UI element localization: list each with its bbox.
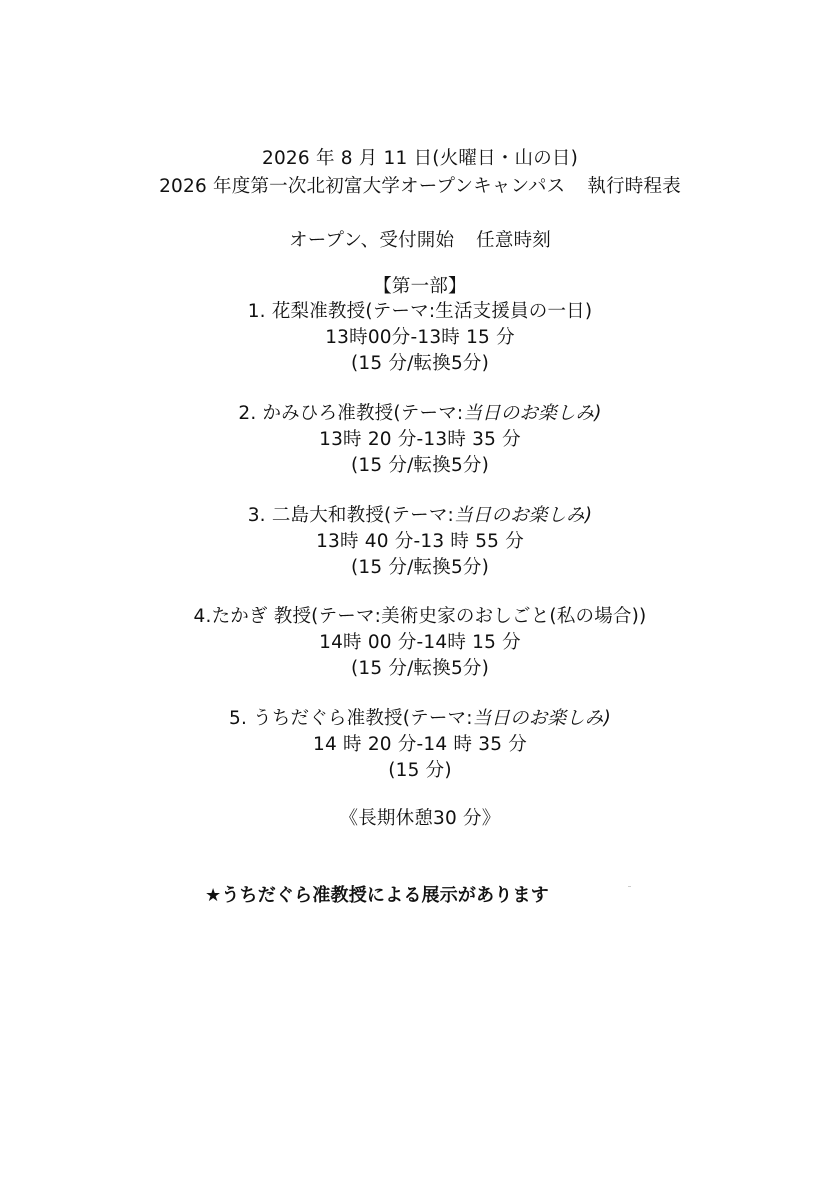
- session-1-heading: 1. 花梨准教授(テーマ:生活支援員の一日): [247, 301, 593, 322]
- session-3-heading: [0, 503, 840, 529]
- session-4-time: 14時 00 分-14時 15 分: [319, 632, 521, 653]
- session-2-time: 13時 20 分-13時 35 分: [319, 429, 521, 450]
- opening-time: 任意時刻: [476, 230, 551, 251]
- session-2-theme: 当日のお楽しみ): [463, 403, 602, 424]
- session-4-duration: (15 分/転換5分): [350, 658, 490, 679]
- exhibition-note: ★うちだぐら准教授による展示があります: [205, 885, 549, 906]
- session-1-duration: (15 分/転換5分): [350, 353, 490, 374]
- long-break: 《長期休憩30 分》: [339, 808, 501, 829]
- session-3-duration: (15 分/転換5分): [350, 557, 490, 578]
- session-2-duration: (15 分/転換5分): [350, 455, 490, 476]
- opening-line: [0, 228, 840, 254]
- session-5-duration: (15 分): [388, 760, 452, 781]
- session-2-heading: [0, 401, 840, 427]
- title-suffix: 執行時程表: [587, 176, 681, 197]
- scan-speck: [628, 886, 631, 887]
- session-4-heading: 4.たかぎ 教授(テーマ:美術史家のおしごと(私の場合)): [193, 606, 647, 627]
- date-line: 2026 年 8 月 11 日(火曜日・山の日): [261, 148, 579, 169]
- session-5-heading: [0, 706, 840, 732]
- document-title: [0, 174, 840, 200]
- part-title: 【第一部】: [373, 276, 467, 297]
- session-3-time: 13時 40 分-13 時 55 分: [316, 531, 524, 552]
- session-5-heading-prefix: 5. うちだぐら准教授(テーマ:: [228, 708, 473, 729]
- session-5-time: 14 時 20 分-14 時 35 分: [313, 734, 527, 755]
- session-2-heading-prefix: 2. かみひろ准教授(テーマ:: [238, 403, 464, 424]
- session-5-theme: 当日のお楽しみ): [472, 708, 611, 729]
- session-3-heading-prefix: 3. 二島大和教授(テーマ:: [247, 505, 454, 526]
- session-3-theme: 当日のお楽しみ): [453, 505, 593, 526]
- title-main: 2026 年度第一次北初富大学オープンキャンパス: [159, 176, 566, 197]
- opening-label: オープン、受付開始: [289, 230, 455, 251]
- session-1-time: 13時00分-13時 15 分: [325, 327, 515, 348]
